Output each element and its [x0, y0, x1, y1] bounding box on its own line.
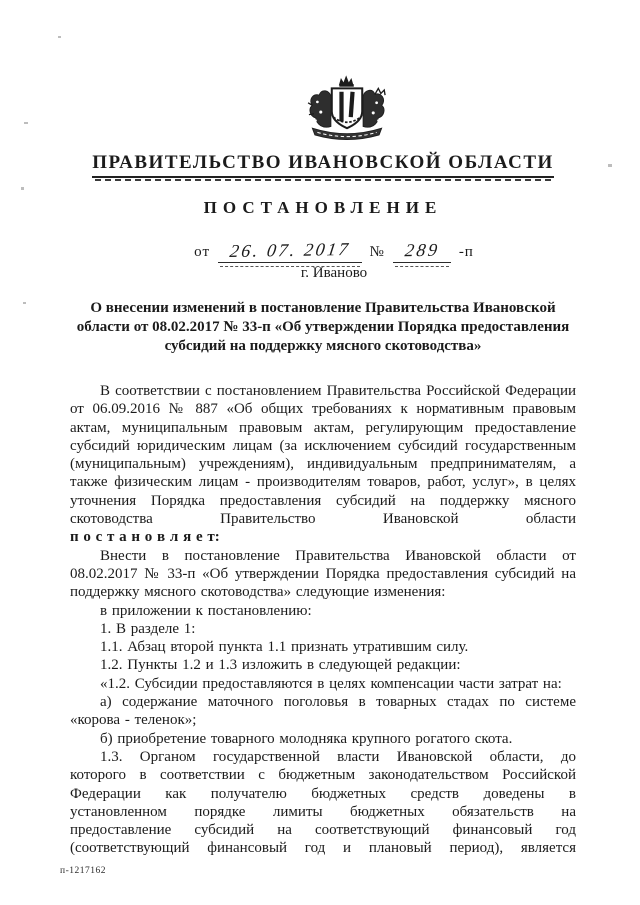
body-paragraph: Внести в постановление Правительства Ивановской области от 08.02.2017 № 33-п «Об утверждении Порядка предоставления субсидий на поддержку мясного скотоводства» следующие изменения:	[70, 547, 576, 601]
registry-code: п-1217162	[60, 866, 106, 876]
doc-type-title: ПОСТАНОВЛЕНИЕ	[203, 198, 443, 217]
body-paragraph: б) приобретение товарного молодняка крупного рогатого скота.	[100, 730, 513, 747]
resolve-clause: п о с т а н о в л я е т:	[70, 529, 220, 546]
date-value: 26. 07. 2017	[228, 238, 352, 262]
subject-title: О внесении изменений в постановление Правительства Ивановской области от 08.02.2017 № 33-п «Об утверждении Порядка предоставления субсидий на поддержку мясного скотоводства»	[76, 300, 570, 354]
org-name-title	[70, 152, 576, 178]
body-paragraph: «1.2. Субсидии предоставляются в целях компенсации части затрат на:	[100, 675, 562, 692]
body-paragraph: 1.2. Пункты 1.2 и 1.3 изложить в следующей редакции:	[100, 657, 461, 674]
coat-of-arms-icon	[292, 68, 402, 146]
number-suffix: -п	[458, 244, 474, 260]
scan-artifact	[24, 122, 28, 124]
body-paragraph: 1. В разделе 1:	[100, 620, 196, 637]
coat-of-arms	[70, 68, 576, 151]
date-blank	[218, 240, 362, 263]
number-blank	[393, 240, 452, 263]
scan-artifact	[21, 187, 24, 190]
body-paragraph: В соответствии с постановлением Правительства Российской Федерации от 06.09.2016 № 887 «Об общих требованиях к нормативным правовым актам, муниципальным правовым актам, регулирующим предоставление субсидий юридическим лицам (за исключением субсидий государственным (муниципальным) учреждениям), индивидуальным предпринимателям, а также физическим лицам - производителям товаров, работ, услуг», в целях уточнения Порядка предоставления субсидий на поддержку мясного скотоводства Правительство Ивановской области	[70, 383, 576, 528]
city-label: г. Иваново	[300, 265, 368, 281]
date-number-line	[81, 240, 587, 263]
body-paragraph: в приложении к постановлению:	[100, 602, 312, 619]
body-paragraph: а) содержание маточного поголовья в товарных стадах по системе «корова - теленок»;	[70, 694, 576, 729]
body-paragraph: 1.1. Абзац второй пункта 1.1 признать утратившим силу.	[100, 639, 469, 656]
number-sign: №	[369, 244, 385, 260]
number-value: 289	[403, 239, 441, 261]
org-name-text: ПРАВИТЕЛЬСТВО ИВАНОВСКОЙ ОБЛАСТИ	[92, 152, 554, 178]
scan-artifact	[23, 302, 26, 304]
document-body	[70, 382, 576, 858]
body-paragraph: 1.3. Органом государственной власти Ивановской области, до которого в соответствии с бюджетным законодательством Российской Федерации как получателю бюджетных средств доведены в установленном порядке лимиты бюджетных обязательств на предоставление субсидий на соответствующий финансовый год (соответствующий финансовый год и плановый период), является	[70, 748, 576, 857]
date-prefix-label: от	[194, 244, 210, 260]
scan-artifact	[608, 164, 612, 167]
scan-artifact	[58, 36, 61, 38]
